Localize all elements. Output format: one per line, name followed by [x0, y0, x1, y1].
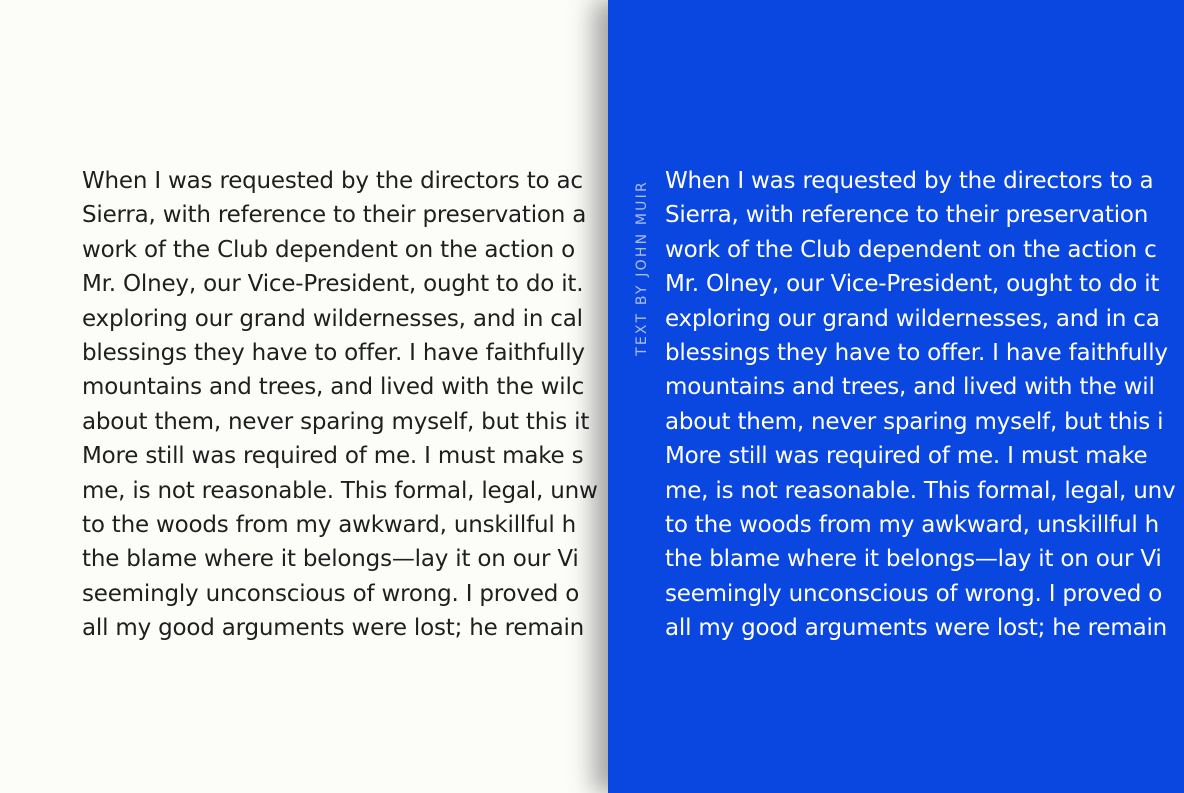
light-text-line: work of the Club dependent on the action o	[82, 236, 575, 263]
blue-text-line: the blame where it belongs—lay it on our Vi	[665, 546, 1162, 573]
light-text-line: exploring our grand wildernesses, and in cal	[82, 305, 583, 332]
blue-text-line: blessings they have to offer. I have faithfully	[665, 340, 1168, 367]
light-text-line: blessings they have to offer. I have faithfully	[82, 340, 585, 367]
blue-panel	[608, 0, 1184, 793]
blue-panel-text	[665, 164, 1175, 646]
light-text-line: about them, never sparing myself, but this it	[82, 408, 590, 435]
blue-text-line: me, is not reasonable. This formal, legal, unv	[665, 477, 1176, 504]
light-panel-text	[82, 164, 598, 646]
light-text-line: Sierra, with reference to their preservation a	[82, 202, 587, 229]
light-text-line: Mr. Olney, our Vice-President, ought to do it.	[82, 271, 584, 298]
blue-text-line: Sierra, with reference to their preservation	[665, 202, 1149, 229]
blue-text-line: seemingly unconscious of wrong. I proved o	[665, 580, 1163, 607]
blue-text-line: When I was requested by the directors to a	[665, 168, 1154, 194]
light-text-line: mountains and trees, and lived with the wilc	[82, 374, 585, 401]
light-text-line: When I was requested by the directors to ac	[82, 168, 583, 194]
blue-text-line: about them, never sparing myself, but this i	[665, 408, 1164, 435]
light-text-line: More still was required of me. I must make s	[82, 443, 584, 470]
blue-text-line: exploring our grand wildernesses, and in ca	[665, 305, 1160, 332]
blue-text-line: Mr. Olney, our Vice-President, ought to do it	[665, 271, 1160, 298]
light-text-line: all my good arguments were lost; he remain	[82, 615, 585, 642]
blue-text-line: all my good arguments were lost; he remain	[665, 615, 1168, 642]
blue-text-line: mountains and trees, and lived with the wil	[665, 374, 1155, 401]
light-text-line: to the woods from my awkward, unskillful h	[82, 512, 577, 539]
vertical-credit-label: TEXT BY JOHN MUIR	[634, 180, 650, 356]
light-text-line: seemingly unconscious of wrong. I proved o	[82, 580, 580, 607]
blue-text-line: work of the Club dependent on the action c	[665, 236, 1157, 263]
blue-text-line: to the woods from my awkward, unskillful h	[665, 512, 1160, 539]
blue-text-line: More still was required of me. I must make	[665, 443, 1148, 470]
light-text-line: the blame where it belongs—lay it on our Vi	[82, 546, 579, 573]
light-text-line: me, is not reasonable. This formal, legal, unw	[82, 477, 598, 504]
